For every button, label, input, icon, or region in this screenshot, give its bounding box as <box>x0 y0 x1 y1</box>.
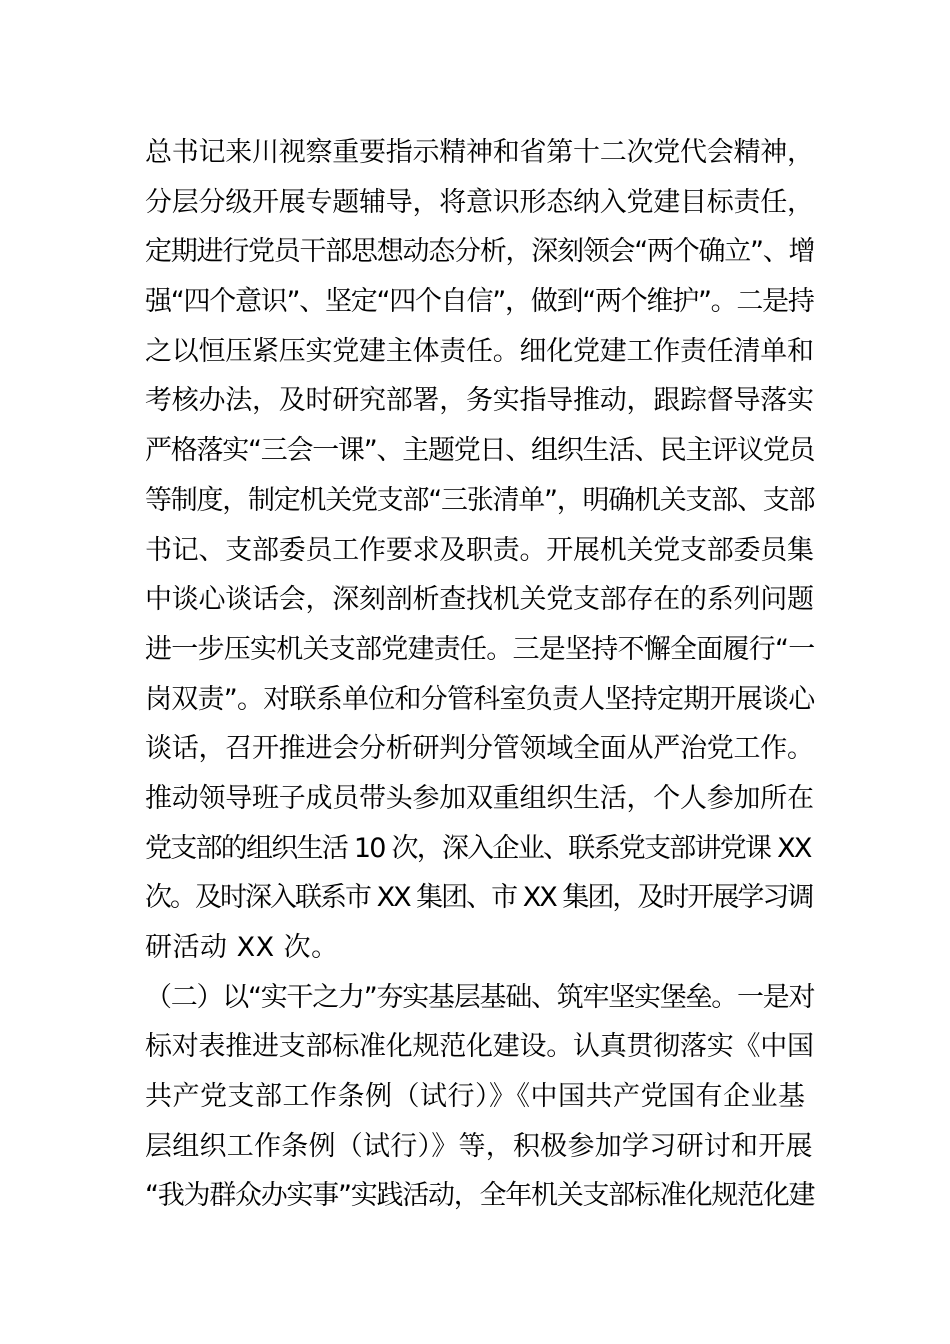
text-line: 严格落实“三会一课”、主题党日、组织生活、民主评议党员 <box>145 435 815 467</box>
text-line: 书记、支部委员工作要求及职责。开展机关党支部委员集 <box>145 534 814 566</box>
text-line: 层组织工作条例（试行）》等，积极参加学习研讨和开展 <box>145 1130 813 1162</box>
body-text <box>145 128 815 1221</box>
text-line: 谈话，召开推进会分析研判分管领域全面从严治党工作。 <box>145 733 814 765</box>
text-line: 标对表推进支部标准化规范化建设。认真贯彻落实《中国 <box>145 1031 814 1063</box>
text-line: 分层分级开展专题辅导，将意识形态纳入党建目标责任， <box>145 186 814 218</box>
text-line: 研活动 XX 次。 <box>145 932 339 963</box>
text-line: 岗双责”。对联系单位和分管科室负责人坚持定期开展谈心 <box>145 683 815 715</box>
text-line: 次。及时深入联系市 XX 集团、市 XX 集团，及时开展学习调 <box>145 882 813 914</box>
section-heading-line: （二）以“实干之力”夯实基层基础、筑牢坚实堡垒。一是对 <box>145 981 815 1013</box>
text-line: 进一步压实机关支部党建责任。三是坚持不懈全面履行“一 <box>145 633 815 665</box>
text-line: 党支部的组织生活 10 次，深入企业、联系党支部讲党课 XX <box>145 832 811 864</box>
text-line: 之以恒压紧压实党建主体责任。细化党建工作责任清单和 <box>145 335 814 367</box>
text-line: “我为群众办实事”实践活动，全年机关支部标准化规范化建 <box>145 1180 815 1212</box>
text-line: 定期进行党员干部思想动态分析，深刻领会“两个确立”、增 <box>145 236 815 268</box>
text-line: 等制度，制定机关党支部“三张清单”，明确机关支部、支部 <box>145 484 815 516</box>
text-line: 推动领导班子成员带头参加双重组织生活，个人参加所在 <box>145 782 814 814</box>
text-line: 共产党支部工作条例（试行）》《中国共产党国有企业基 <box>145 1081 806 1113</box>
text-line: 总书记来川视察重要指示精神和省第十二次党代会精神， <box>145 137 814 168</box>
text-line: 中谈心谈话会，深刻剖析查找机关党支部存在的系列问题 <box>145 584 814 616</box>
text-line: 强“四个意识”、坚定“四个自信”，做到“两个维护”。二是持 <box>145 286 814 318</box>
text-line: 考核办法，及时研究部署，务实指导推动，跟踪督导落实 <box>145 385 814 417</box>
